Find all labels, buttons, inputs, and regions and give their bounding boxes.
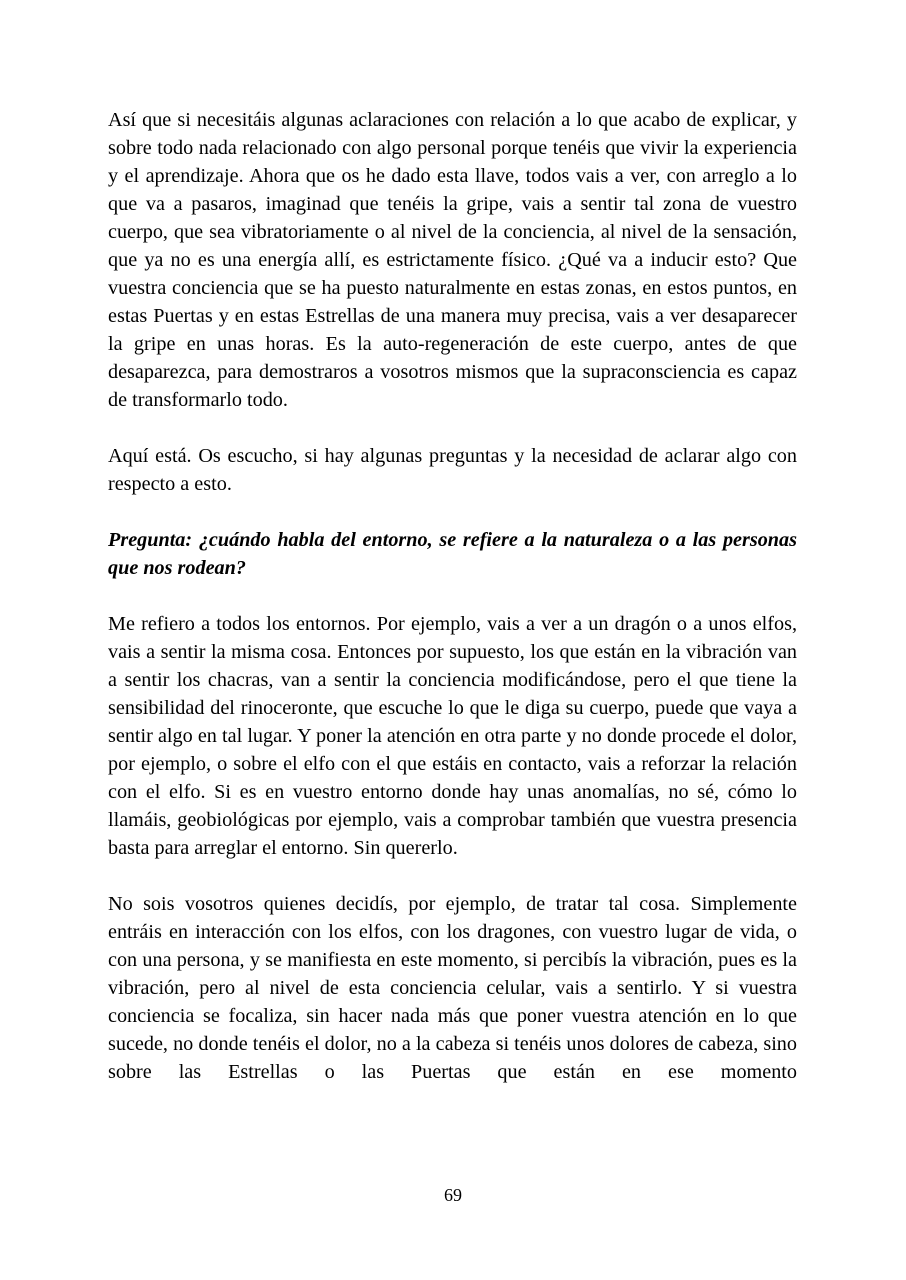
question-paragraph: Pregunta: ¿cuándo habla del entorno, se refiere a la naturaleza o a las personas que nos rodean? [108,529,797,579]
paragraph-questions-invite: Aquí está. Os escucho, si hay algunas preguntas y la necesidad de aclarar algo con respecto a esto. [108,445,797,495]
paragraph-clarifications: Así que si necesitáis algunas aclaraciones con relación a lo que acabo de explicar, y sobre todo nada relacionado con algo personal porque tenéis que vivir la experiencia y el aprendizaje. Ahora que os he dado esta llave, todos vais a ver, con arreglo a lo que va a pasaros, imaginad que tenéis la gripe, vais a sentir tal zona de vuestro cuerpo, que sea vibratoriamente o al nivel de la conciencia, al nivel de la sensación, que ya no es una energía allí, es estrictamente físico. ¿Qué va a inducir esto? Que vuestra conciencia que se ha puesto naturalmente en estas zonas, en estos puntos, en estas Puertas y en estas Estrellas de una manera muy precisa, vais a ver desaparecer la gripe en unas horas. Es la auto-regeneración de este cuerpo, antes de que desaparezca, para demostraros a vosotros mismos que la supraconsciencia es capaz de transformarlo todo. [108,109,797,411]
page-number: 69 [444,1185,462,1205]
paragraph-answer-environments: Me refiero a todos los entornos. Por ejemplo, vais a ver a un dragón o a unos elfos, vais a sentir la misma cosa. Entonces por supuesto, los que están en la vibración van a sentir los chacras, van a sentir la conciencia modificándose, pero el que tiene la sensibilidad del rinoceronte, que escuche lo que le diga su cuerpo, puede que vaya a sentir algo en tal lugar. Y poner la atención en otra parte y no donde procede el dolor, por ejemplo, o sobre el elfo con el que estáis en contacto, vais a reforzar la relación con el elfo. Si es en vuestro entorno donde hay unas anomalías, no sé, cómo lo llamáis, geobiológicas por ejemplo, vais a comprobar también que vuestra presencia basta para arreglar el entorno. Sin quererlo. [108,613,797,859]
page-body [108,106,797,1086]
paragraph-interaction: No sois vosotros quienes decidís, por ejemplo, de tratar tal cosa. Simplemente entráis en interacción con los elfos, con los dragones, con vuestro lugar de vida, o con una persona, y se manifiesta en este momento, si percibís la vibración, pues es la vibración, pero al nivel de esta conciencia celular, vais a sentirlo. Y si vuestra conciencia se focaliza, sin hacer nada más que poner vuestra atención en lo que sucede, no donde tenéis el dolor, no a la cabeza si tenéis unos dolores de cabeza, sino sobre las Estrellas o las Puertas que están en ese momento [108,893,797,1083]
